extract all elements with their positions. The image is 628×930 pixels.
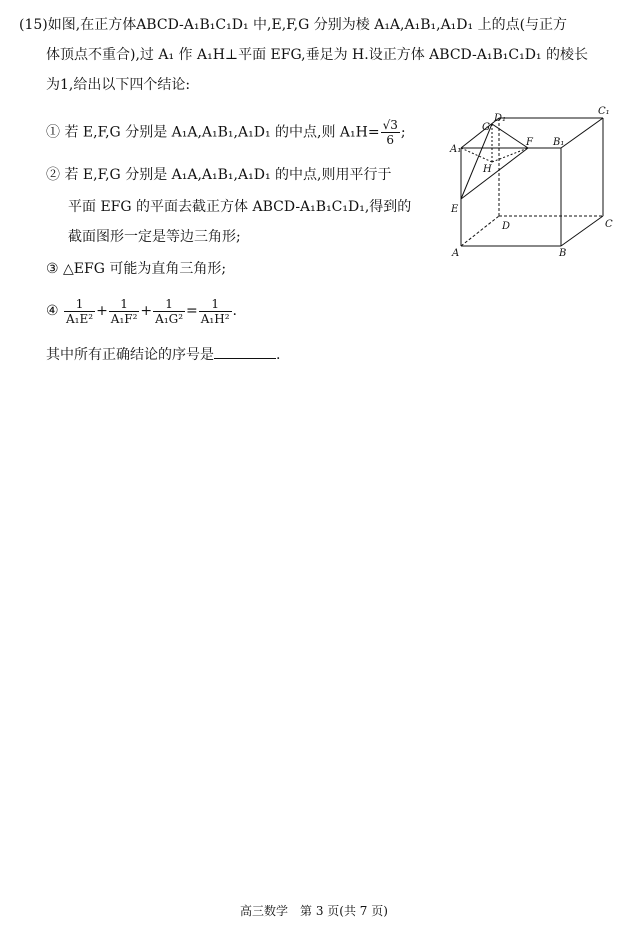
label-C1: C₁ bbox=[598, 106, 610, 117]
statement-2-line-3: 截面图形一定是等边三角形; bbox=[68, 229, 241, 245]
problem-line-2: 体顶点不重合),过 A₁ 作 A₁H⊥平面 EFG,垂足为 H.设正方体 ABCD-A₁B₁C₁D₁ 的棱长 bbox=[46, 47, 588, 63]
question-line: 其中所有正确结论的序号是 . bbox=[46, 347, 281, 363]
label-B: B bbox=[559, 248, 567, 259]
fraction-h: $\frac{1}{\text{A₁H²}}$ bbox=[200, 296, 230, 326]
label-A1: A₁ bbox=[450, 144, 462, 155]
fraction-e: $\frac{1}{\text{A₁E²}}$ bbox=[66, 296, 94, 326]
label-C: C bbox=[605, 219, 613, 230]
statement-2-line-1: ② 若 E,F,G 分别是 A₁A,A₁B₁,A₁D₁ 的中点,则用平行于 bbox=[46, 167, 392, 183]
label-H: H bbox=[483, 164, 492, 175]
statement-3: ③ △EFG 可能为直角三角形; bbox=[46, 261, 227, 277]
label-D: D bbox=[502, 221, 511, 232]
statement-2-line-2: 平面 EFG 的平面去截正方体 ABCD-A₁B₁C₁D₁,得到的 bbox=[68, 199, 412, 215]
answer-blank[interactable] bbox=[214, 346, 276, 359]
page-footer: 高三数学 第 3 页(共 7 页) bbox=[240, 904, 388, 918]
problem-line-1: (15)如图,在正方体ABCD-A₁B₁C₁D₁ 中,E,F,G 分别为棱 A₁A,A₁B₁,A₁D₁ 上的点(与正方 bbox=[19, 17, 568, 33]
label-F: F bbox=[526, 137, 533, 148]
label-B1: B₁ bbox=[553, 137, 565, 148]
statement-1: ① 若 E,F,G 分别是 A₁A,A₁B₁,A₁D₁ 的中点,则 A₁H= $\frac{√3}{6}$ ; bbox=[46, 118, 406, 147]
fraction-f: $\frac{1}{\text{A₁F²}}$ bbox=[110, 296, 138, 326]
statement-4: ④ $\frac{1}{\text{A₁E²}}$ + $\frac{1}{\text{A₁F²}}$ + $\frac{1}{\text{A₁G²}}$ = $\frac{1}{\text{A₁H²}}$ . bbox=[46, 296, 237, 326]
label-A: A bbox=[452, 248, 460, 259]
fraction-g: $\frac{1}{\text{A₁G²}}$ bbox=[155, 296, 184, 326]
problem-line-3: 为1,给出以下四个结论: bbox=[46, 77, 191, 93]
label-G: G bbox=[482, 122, 490, 133]
problem-number: (15) bbox=[19, 17, 48, 33]
label-D1: D₁ bbox=[494, 113, 507, 124]
fraction: $\frac{√3}{6}$ bbox=[382, 118, 398, 147]
label-E: E bbox=[451, 204, 459, 215]
